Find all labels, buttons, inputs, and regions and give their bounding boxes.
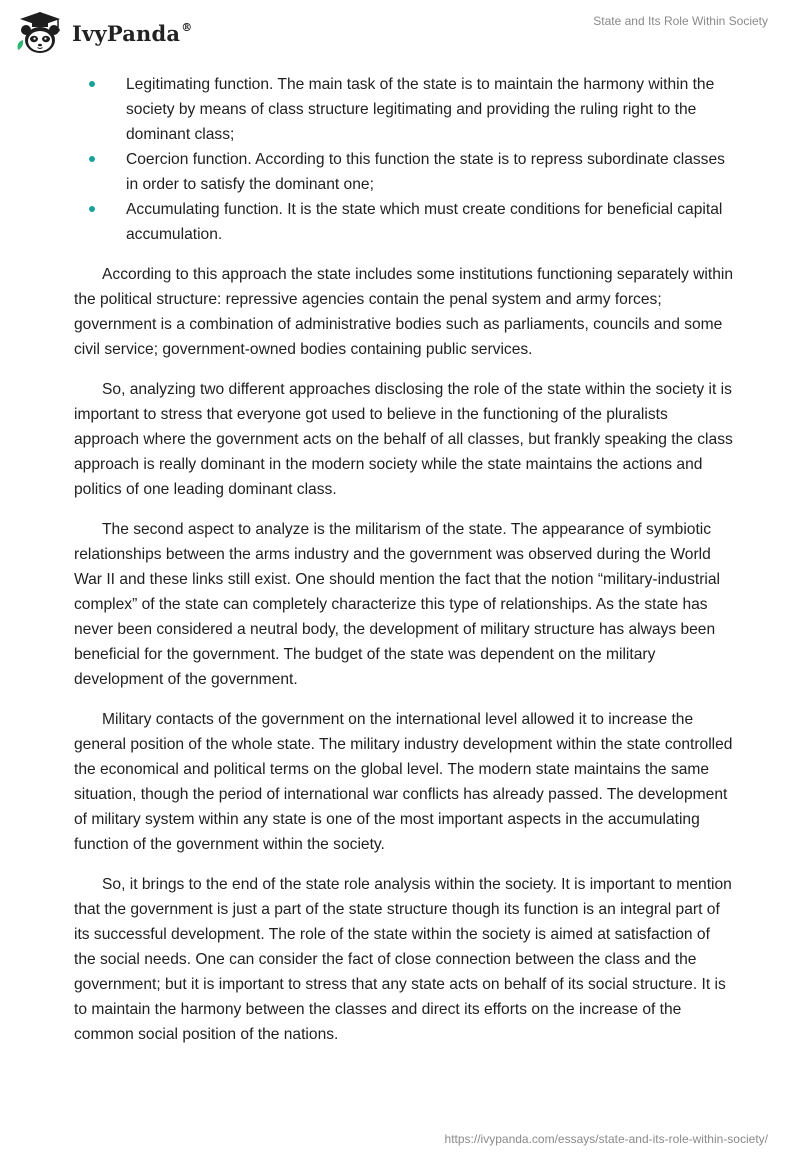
list-item-text: Coercion function. According to this function the state is to repress subordinate classes in order to satisfy the dominant one;	[126, 151, 725, 193]
paragraph: So, it brings to the end of the state role analysis within the society. It is important to mention that the government is just a part of the state structure though its function is an integral part of its successful development. The role of the state within the society is aimed at satisfaction of the social needs. One can consider the fact of close connection between the class and the government; but it is important to stress that any state acts on behalf of its social structure. It is to maintain the harmony between the classes and direct its efforts on the increase of the common social position of the nations.	[74, 876, 732, 1043]
paragraph: The second aspect to analyze is the militarism of the state. The appearance of symbiotic relationships between the arms industry and the government was observed during the World War II and these links still exist. One should mention the fact that the notion “military-industrial complex” of the state can completely characterize this type of relationships. As the state has never been considered a neutral body, the development of military structure has always been beneficial for the government. The budget of the state was dependent on the military development of the government.	[74, 521, 720, 688]
function-list	[74, 72, 734, 247]
list-item-text: Accumulating function. It is the state which must create conditions for beneficial capital accumulation.	[126, 201, 723, 243]
bullet-icon	[89, 156, 95, 162]
paragraph: According to this approach the state includes some institutions functioning separately within the political structure: repressive agencies contain the penal system and army forces; government is a combination of administrative bodies such as parliaments, councils and some civil service; government-owned bodies containing public services.	[74, 266, 734, 358]
document-title: State and Its Role Within Society	[593, 14, 768, 28]
panda-logo-icon	[14, 10, 66, 56]
source-url[interactable]: https://ivypanda.com/essays/state-and-its-role-within-society/	[444, 1132, 768, 1146]
registered-mark: ®	[181, 20, 193, 34]
brand-logo[interactable]	[14, 10, 192, 56]
bullet-icon	[89, 81, 95, 87]
list-item	[74, 147, 734, 197]
list-item	[74, 197, 734, 247]
paragraph: So, analyzing two different approaches disclosing the role of the state within the society it is important to stress that everyone got used to believe in the functioning of the pluralists approach where the government acts on the behalf of all classes, but frankly speaking the class approach is really dominant in the modern society while the state maintains the actions and politics of one leading dominant class.	[74, 381, 733, 498]
paragraph: Military contacts of the government on the international level allowed it to increase the general position of the whole state. The military industry development within the state controlled the economical and political terms on the global level. The modern state maintains the same situation, though the period of international war conflicts has already passed. The development of military system within any state is one of the most important aspects in the accumulating function of the government within the society.	[74, 711, 733, 853]
essay-body	[74, 72, 734, 1047]
bullet-icon	[89, 206, 95, 212]
list-item	[74, 72, 734, 147]
page-header	[0, 8, 800, 58]
list-item-text: Legitimating function. The main task of the state is to maintain the harmony within the society by means of class structure legitimating and providing the ruling right to the dominant class;	[126, 76, 715, 143]
brand-name: IvyPanda®	[72, 20, 193, 46]
